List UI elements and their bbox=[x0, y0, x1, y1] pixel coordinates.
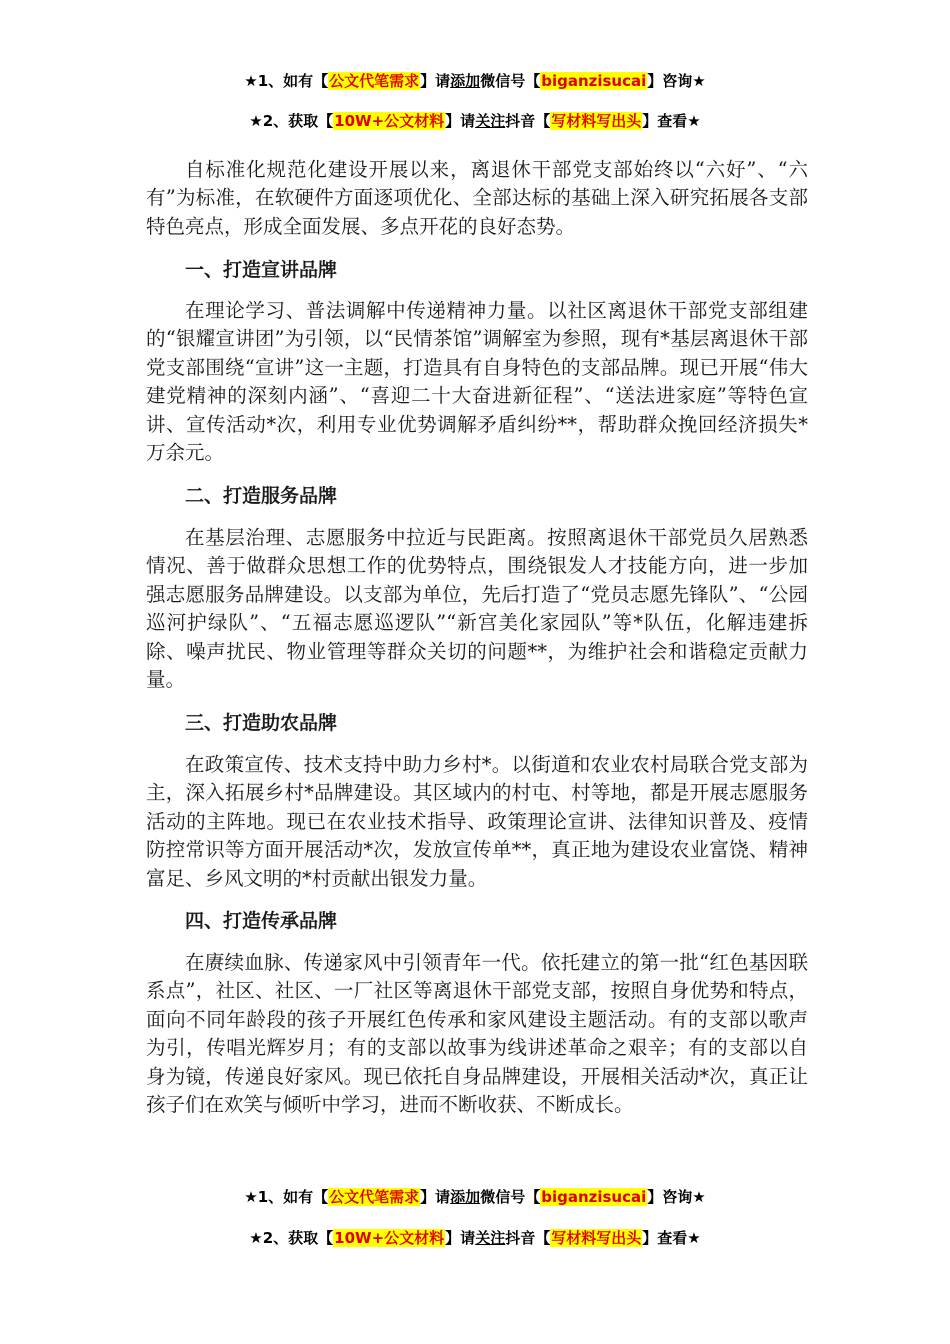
underlined-text: 添加 bbox=[450, 72, 481, 90]
section-heading-1: 一、打造宣讲品牌 bbox=[185, 259, 338, 281]
section-body-1: 在理论学习、普法调解中传递精神力量。以社区离退休干部党支部组建的“银耀宣讲团”为引领，以“民情茶馆”调解室为参照，现有*基层离退休干部党支部围绕“宣讲”这一主题，打造具有自身特色的支部品牌。现已开展“伟大建党精神的深刻内涵”、“喜迎二十大奋进新征程”、“送法进家庭”等特色宣讲、宣传活动*次，利用专业优势调解矛盾纠纷**，帮助群众挽回经济损失*万余元。 bbox=[146, 299, 808, 465]
highlight-wechat-id: biganzisucai bbox=[541, 1188, 647, 1206]
star-icon: ★ bbox=[244, 1188, 258, 1206]
banner-text: 抖音【 bbox=[505, 1229, 551, 1247]
underlined-text: 关注 bbox=[475, 112, 506, 130]
highlight-wechat-id: biganzisucai bbox=[541, 72, 647, 90]
banner-text: 】请 bbox=[445, 112, 476, 130]
section-heading-4: 四、打造传承品牌 bbox=[185, 910, 338, 932]
highlight-douyin-name: 写材料写出头 bbox=[551, 112, 642, 130]
banner-text: 】咨询 bbox=[647, 72, 693, 90]
bottom-banner-line-1 bbox=[0, 1186, 950, 1208]
highlight-douyin-name: 写材料写出头 bbox=[551, 1229, 642, 1247]
section-heading-3: 三、打造助农品牌 bbox=[185, 712, 338, 734]
banner-text: 微信号【 bbox=[480, 1188, 541, 1206]
highlight-materials-text: 10W+公文材料 bbox=[334, 1229, 445, 1247]
top-banner-line-2 bbox=[0, 110, 950, 132]
highlight-service-text: 公文代笔需求 bbox=[329, 1188, 420, 1206]
section-body-4: 在赓续血脉、传递家风中引领青年一代。依托建立的第一批“红色基因联系点”，社区、社区、一厂社区等离退休干部党支部，按照自身优势和特点，面向不同年龄段的孩子开展红色传承和家风建设主题活动。有的支部以歌声为引，传唱光辉岁月；有的支部以故事为线讲述革命之艰辛；有的支部以自身为镜，传递良好家风。现已依托自身品牌建设，开展相关活动*次，真正让孩子们在欢笑与倾听中学习，进而不断收获、不断成长。 bbox=[146, 951, 808, 1117]
section-heading-2: 二、打造服务品牌 bbox=[185, 485, 338, 507]
banner-text: 】查看 bbox=[642, 1229, 688, 1247]
banner-text: 微信号【 bbox=[480, 72, 541, 90]
banner-text: 抖音【 bbox=[505, 112, 551, 130]
star-icon: ★ bbox=[687, 1229, 701, 1247]
highlight-service-text: 公文代笔需求 bbox=[329, 72, 420, 90]
banner-text: 】请 bbox=[420, 72, 451, 90]
star-icon: ★ bbox=[249, 1229, 263, 1247]
banner-text: 】咨询 bbox=[647, 1188, 693, 1206]
banner-text: 1、如有【 bbox=[257, 1188, 329, 1206]
banner-text: 2、获取【 bbox=[262, 1229, 334, 1247]
star-icon: ★ bbox=[692, 72, 706, 90]
section-body-3: 在政策宣传、技术支持中助力乡村*。以街道和农业农村局联合党支部为主，深入拓展乡村*品牌建设。其区域内的村屯、村等地，都是开展志愿服务活动的主阵地。现已在农业技术指导、政策理论宣讲、法律知识普及、疫情防控常识等方面开展活动*次，发放宣传单**，真正地为建设农业富饶、精神富足、乡风文明的*村贡献出银发力量。 bbox=[146, 753, 808, 890]
underlined-text: 关注 bbox=[475, 1229, 506, 1247]
star-icon: ★ bbox=[249, 112, 263, 130]
highlight-materials-text: 10W+公文材料 bbox=[334, 112, 445, 130]
top-banner-line-1 bbox=[0, 70, 950, 92]
banner-text: 2、获取【 bbox=[262, 112, 334, 130]
banner-text: 】查看 bbox=[642, 112, 688, 130]
star-icon: ★ bbox=[692, 1188, 706, 1206]
intro-paragraph: 自标准化规范化建设开展以来，离退休干部党支部始终以“六好”、“六有”为标准，在软硬件方面逐项优化、全部达标的基础上深入研究拓展各支部特色亮点，形成全面发展、多点开花的良好态势。 bbox=[146, 158, 808, 238]
bottom-banner-line-2 bbox=[0, 1227, 950, 1249]
section-body-2: 在基层治理、志愿服务中拉近与民距离。按照离退休干部党员久居熟悉情况、善于做群众思想工作的优势特点，围绕银发人才技能方向，进一步加强志愿服务品牌建设。以支部为单位，先后打造了“党员志愿先锋队”、“公园巡河护绿队”、“五福志愿巡逻队”“新宫美化家园队”等*队伍，化解违建拆除、噪声扰民、物业管理等群众关切的问题**，为维护社会和谐稳定贡献力量。 bbox=[146, 526, 808, 692]
star-icon: ★ bbox=[244, 72, 258, 90]
banner-text: 】请 bbox=[420, 1188, 451, 1206]
banner-text: 1、如有【 bbox=[257, 72, 329, 90]
star-icon: ★ bbox=[687, 112, 701, 130]
banner-text: 】请 bbox=[445, 1229, 476, 1247]
underlined-text: 添加 bbox=[450, 1188, 481, 1206]
